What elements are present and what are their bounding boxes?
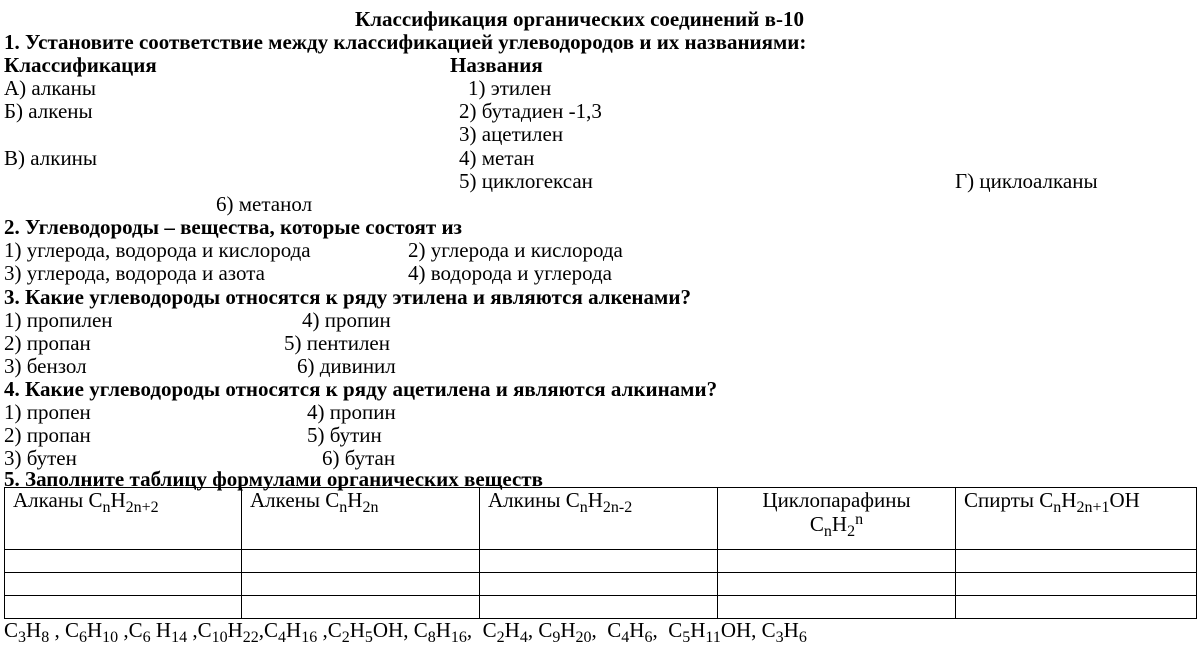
header-alkanes: Алканы $C_nH_{2n+2}$: [5, 488, 242, 550]
question-4-text: 4. Какие углеводороды относятся к ряду ацетилена и являются алкинами?: [4, 377, 718, 401]
question-5-text: 5. Заполните таблицу формулами органических веществ: [4, 467, 543, 491]
answer-cell[interactable]: [5, 596, 242, 619]
q2-option-4: 4) водорода и углерода: [408, 261, 612, 285]
question-1-text: 1. Установите соответствие между классификацией углеводородов и их названиями:: [4, 30, 807, 54]
header-alkenes: Алкены $C_nH_{2n}$: [242, 488, 480, 550]
table-row: [5, 573, 1197, 596]
answer-cell[interactable]: [718, 596, 956, 619]
classification-header: Классификация: [4, 53, 157, 77]
class-item-v: В) алкины: [4, 146, 98, 170]
q4-option-3: 3) бутен: [4, 446, 77, 470]
answer-cell[interactable]: [956, 550, 1197, 573]
q2-option-2: 2) углерода и кислорода: [408, 238, 623, 262]
header-cycloparaffins: Циклопарафины $C_nH_2^n$: [718, 488, 956, 550]
q2-option-1: 1) углерода, водорода и кислорода: [4, 238, 311, 262]
header-alcohols: Спирты $C_nH_{2n+1}OH$: [956, 488, 1197, 550]
name-item-4: 4) метан: [459, 146, 535, 170]
class-item-b: Б) алкены: [4, 99, 93, 123]
header-alkynes: Алкины $C_nH_{2n-2}$: [480, 488, 718, 550]
q4-option-6: 6) бутан: [322, 446, 396, 470]
q3-option-5: 5) пентилен: [284, 331, 390, 355]
names-header: Названия: [450, 53, 543, 77]
table-header-row: [5, 488, 1197, 550]
name-item-5: 5) циклогексан: [459, 169, 593, 193]
answer-cell[interactable]: [956, 596, 1197, 619]
answer-cell[interactable]: [5, 573, 242, 596]
answer-cell[interactable]: [480, 596, 718, 619]
question-3-text: 3. Какие углеводороды относятся к ряду этилена и являются алкенами?: [4, 285, 691, 309]
q4-option-5: 5) бутин: [307, 423, 382, 447]
page-title: Классификация органических соединений в-10: [355, 7, 804, 31]
name-item-6: 6) метанол: [216, 192, 313, 216]
q4-option-1: 1) пропен: [4, 400, 91, 424]
answer-cell[interactable]: [242, 550, 480, 573]
q3-option-1: 1) пропилен: [4, 308, 113, 332]
answer-cell[interactable]: [718, 573, 956, 596]
name-item-1: 1) этилен: [468, 76, 552, 100]
formula-list: $C_3H_8$ , $C_6H_{10}$ $,C_6$ $H_{14}$ $,C_{10}H_{22},C_4H_{16}$ $,C_2H_5OH$, $C_8H_{16}$, $C_2H_4$, $C_9H_{20}$, $C_4H_6$, $C_5H_{11}OH$, $C_3H_6$: [4, 618, 807, 646]
answer-cell[interactable]: [718, 550, 956, 573]
name-item-3: 3) ацетилен: [459, 122, 564, 146]
answer-cell[interactable]: [480, 550, 718, 573]
question-2-text: 2. Углеводороды – вещества, которые состоят из: [4, 215, 462, 239]
table-row: [5, 550, 1197, 573]
formula-table: [4, 487, 1197, 619]
answer-cell[interactable]: [242, 573, 480, 596]
q4-option-4: 4) пропин: [307, 400, 396, 424]
q3-option-6: 6) дивинил: [297, 354, 396, 378]
answer-cell[interactable]: [242, 596, 480, 619]
q3-option-3: 3) бензол: [4, 354, 87, 378]
q3-option-4: 4) пропин: [302, 308, 391, 332]
table-row: [5, 596, 1197, 619]
q4-option-2: 2) пропан: [4, 423, 91, 447]
class-item-a: А) алканы: [4, 76, 96, 100]
q3-option-2: 2) пропан: [4, 331, 91, 355]
class-item-g: Г) циклоалканы: [955, 169, 1098, 193]
answer-cell[interactable]: [956, 573, 1197, 596]
name-item-2: 2) бутадиен -1,3: [459, 99, 602, 123]
q2-option-3: 3) углерода, водорода и азота: [4, 261, 265, 285]
answer-cell[interactable]: [5, 550, 242, 573]
answer-cell[interactable]: [480, 573, 718, 596]
